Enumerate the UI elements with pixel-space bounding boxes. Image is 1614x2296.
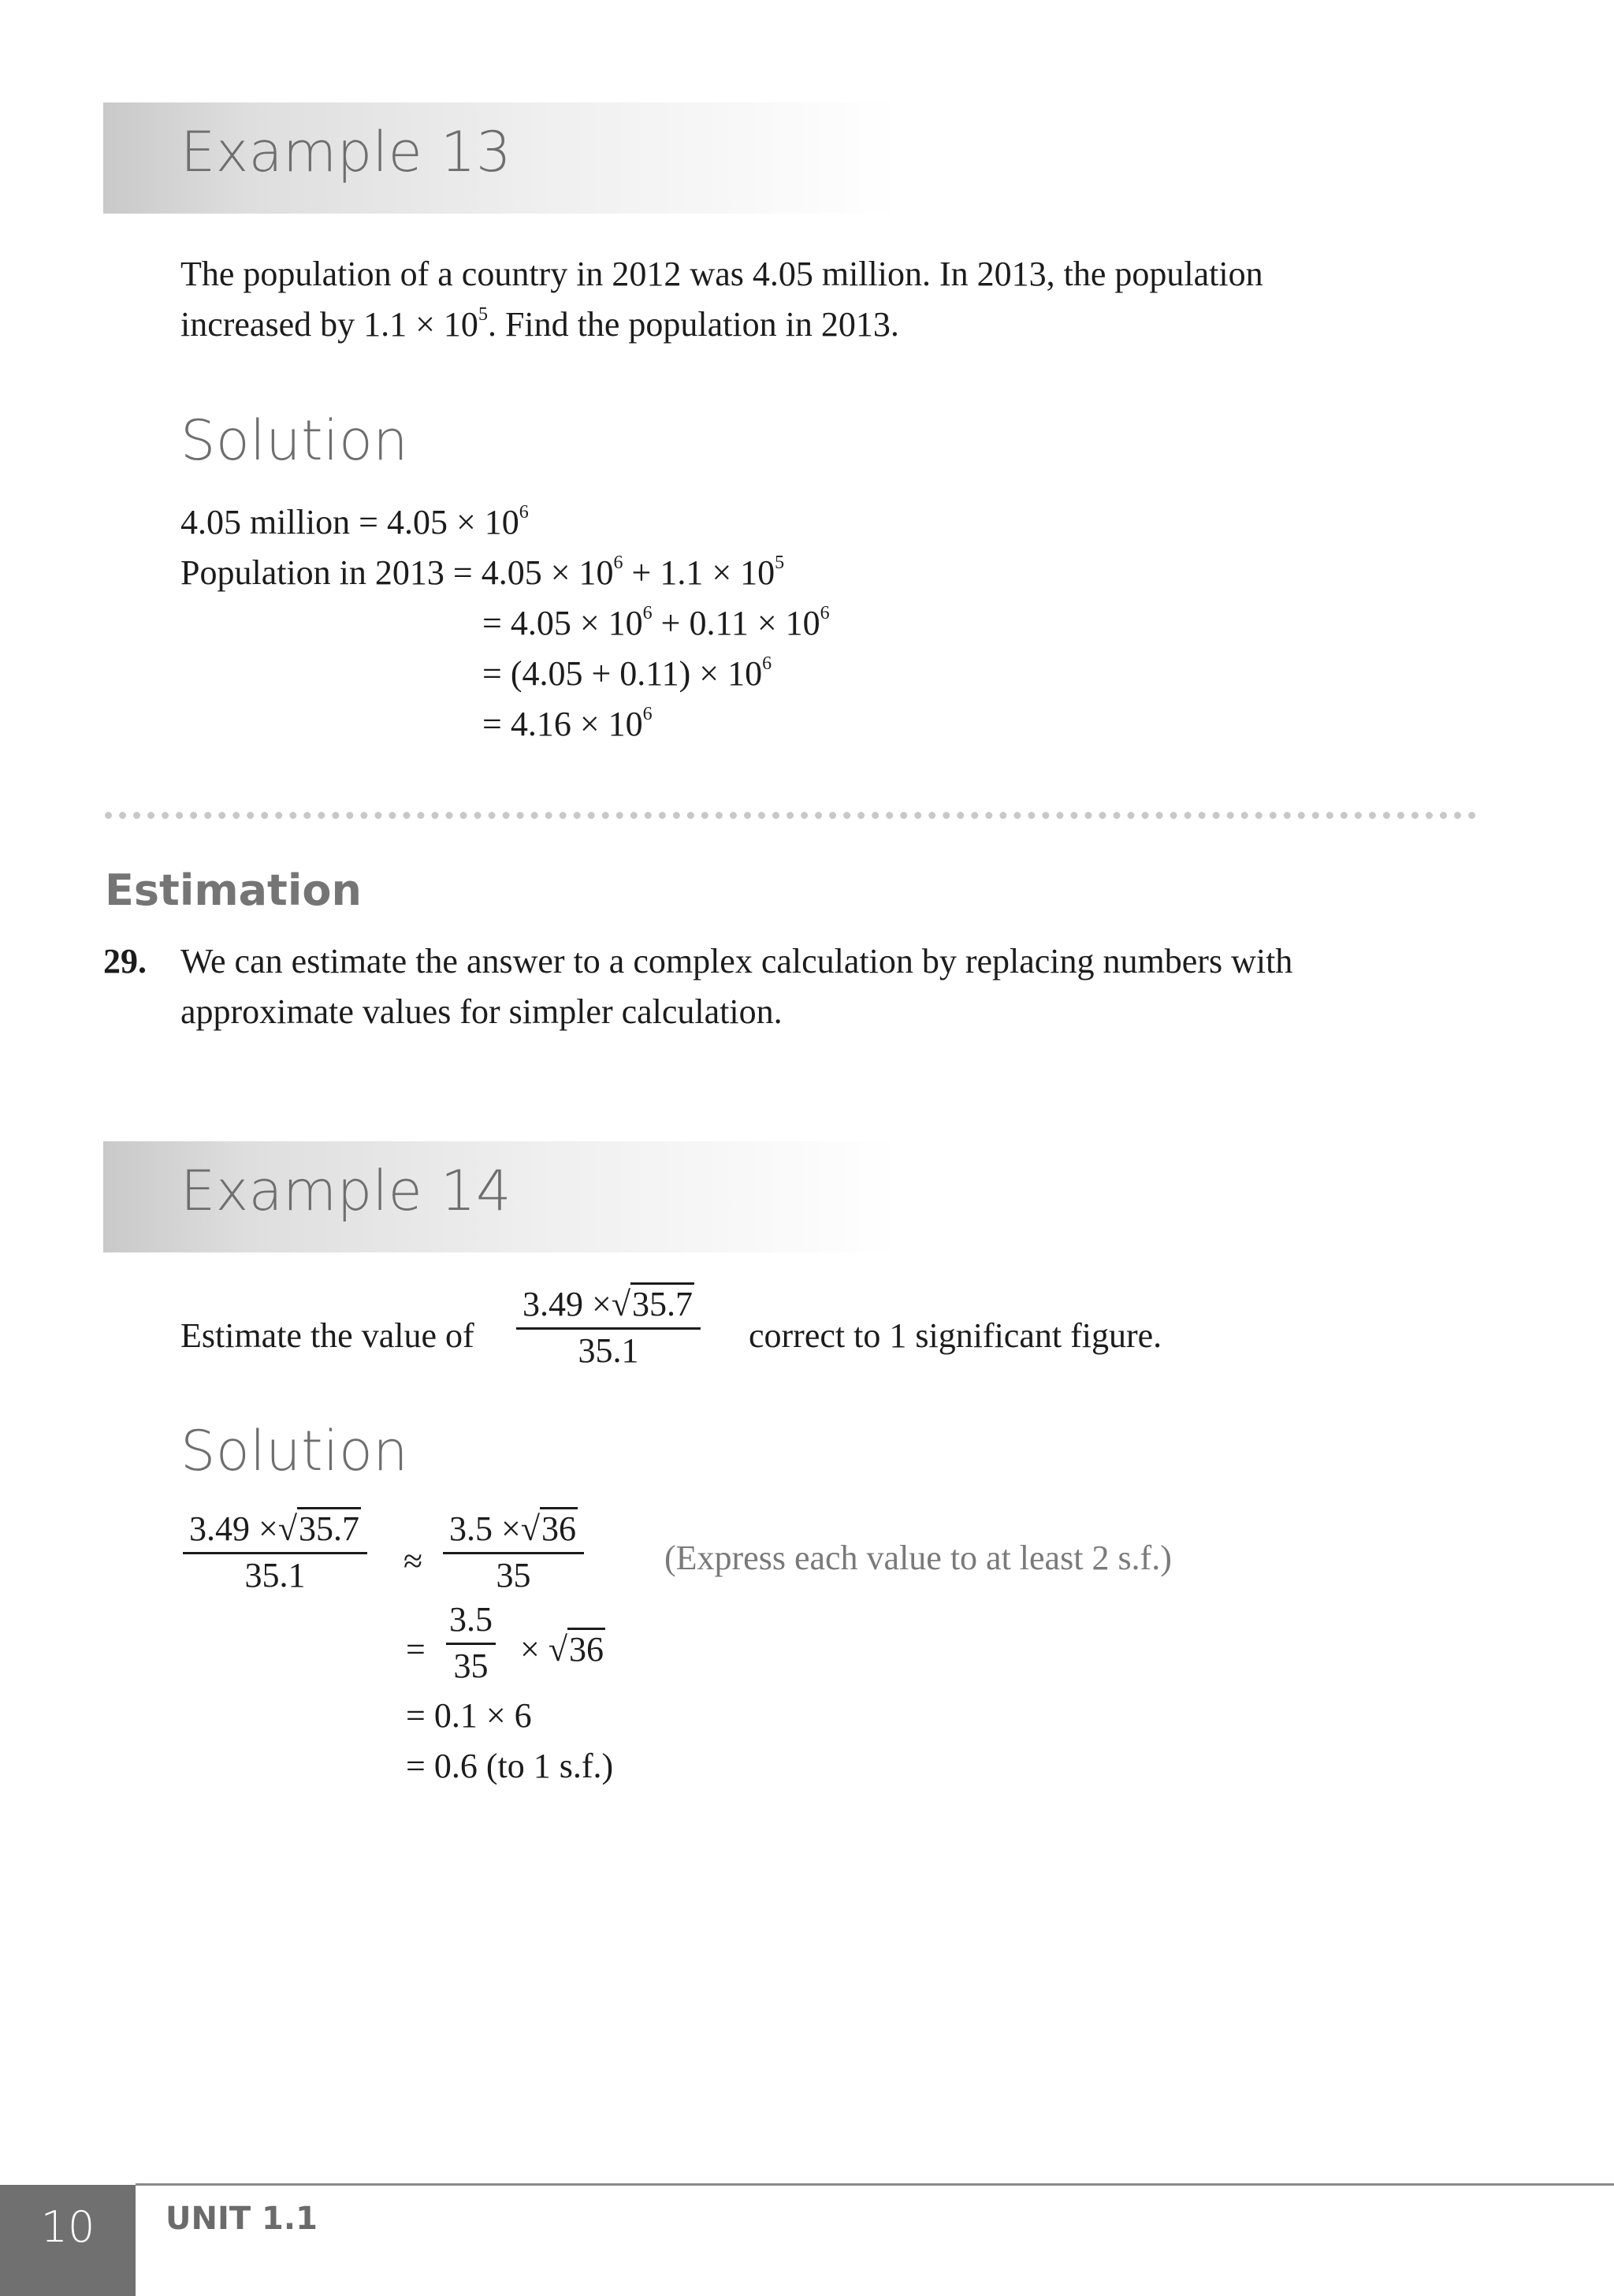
example-14-question-prefix: Estimate the value of [180, 1316, 474, 1355]
question-numerator: 3.49 ×√35.7 [516, 1285, 701, 1330]
solution-step-2: Population in $2013 = 4.05 \times 10^6 + 1.1 \times 10^5$ [180, 553, 785, 592]
estimation-line-1: We can estimate the answer to a complex calculation by replacing numbers with [180, 942, 1293, 981]
solution-heading-13: Solution [180, 408, 409, 473]
approx-symbol: ≈ [404, 1542, 423, 1580]
rhs-fraction [443, 1509, 584, 1597]
example-14-title: Example 14 [180, 1159, 512, 1223]
rhs-numerator: 3.5 ×√36 [443, 1509, 584, 1554]
footer-rule [136, 2183, 1614, 2186]
step2-numerator: 3.5 [446, 1600, 496, 1645]
lhs-denominator: 35.1 [244, 1556, 306, 1595]
solution-step-3: = $4.05 \times 10^6 + 0.11 \times 10^6$ [482, 603, 830, 642]
question-denominator: 35.1 [578, 1331, 639, 1370]
solution-step-4: = $(4.05 + 0.11) \times 10^6$ [482, 653, 772, 693]
estimation-paragraph [180, 936, 1292, 1037]
section-divider [105, 812, 1476, 819]
unit-label: UNIT 1.1 [165, 2201, 318, 2237]
page-number: 10 [40, 2202, 95, 2252]
rhs-denominator: 35 [496, 1556, 531, 1595]
step2-root-term: × √36 [520, 1630, 605, 1669]
step2-equals: = [406, 1630, 426, 1669]
example-13-title: Example 13 [180, 120, 512, 184]
step2-denominator: 35 [453, 1647, 489, 1685]
question-line-1: The population of a country in 2012 was 4.05 million. In 2013, the population [180, 255, 1263, 293]
estimation-line-2: approximate values for simpler calculation. [180, 992, 783, 1031]
question-line-2: increased by $1.1 \times 10^5$. Find the population in 2013. [180, 304, 899, 344]
example-13-question [180, 249, 1263, 350]
solution-heading-14: Solution [180, 1419, 409, 1483]
solution-step-3-14: = 0.1 × 6 [406, 1696, 532, 1735]
question-fraction [516, 1285, 701, 1372]
lhs-fraction [183, 1509, 367, 1597]
estimation-heading: Estimation [105, 865, 362, 915]
example-13-banner [103, 102, 899, 214]
solution-step-1: 4.05 million = $4.05 \times 10^6$ [180, 502, 529, 541]
lhs-numerator: 3.49 ×√35.7 [183, 1509, 367, 1554]
solution-step-5: = $4.16 \times 10^6$ [482, 704, 653, 743]
example-14-question-suffix: correct to 1 significant figure. [749, 1316, 1162, 1355]
solution-note: (Express each value to at least 2 s.f.) [664, 1539, 1172, 1577]
solution-step-4-14: = 0.6 (to 1 s.f.) [406, 1747, 614, 1785]
example-14-banner [103, 1141, 899, 1252]
step2-fraction [446, 1600, 496, 1688]
item-number: 29. [103, 942, 147, 981]
page-number-box [0, 2185, 136, 2296]
